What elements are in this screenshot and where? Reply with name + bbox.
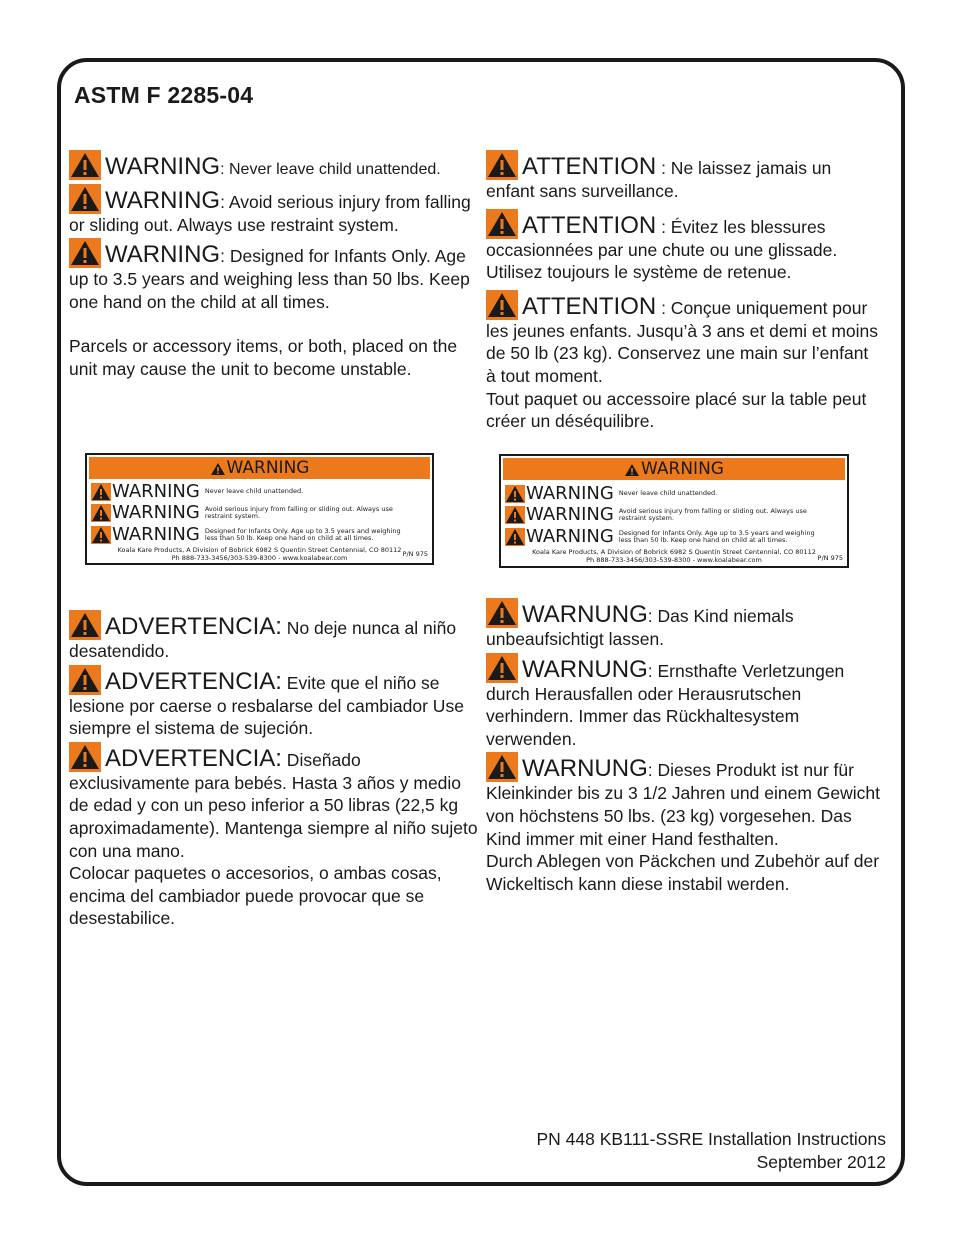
label-row-2: WARNING Avoid serious injury from falling or sliding out. Always use restraint system. [91,502,415,523]
german-warning-3: WARNUNG: Dieses Produkt ist nur für Kleinkinder bis zu 3 1/2 Jahren und einem Gewicht von höchstens 50 lbs. (23 kg) vorgesehen. Das Kind immer mit einer Hand festhalten. [486,752,882,850]
label-header: WARNING [503,458,845,480]
french-warning-1: ATTENTION : Ne laissez jamais un enfant sans surveillance. [486,150,882,203]
english-warning-3: WARNING: Designed for Infants Only. Age up to 3.5 years and weighing less than 50 lbs. Keep one hand on the child at all times. [69,238,479,313]
footer-part-number: PN 448 KB111-SSRE Installation Instructions [536,1129,886,1149]
warning-triangle-icon [69,665,101,695]
warning-triangle-icon [486,598,518,628]
spanish-note: Colocar paquetes o accesorios, o ambas cosas, encima del cambiador puede provocar que se desestabilice. [69,863,442,929]
label-row-3: WARNING Designed for Infants Only. Age up to 3.5 years and weighing less than 50 lb. Keep one hand on child at all times. [505,526,829,547]
warning-triangle-icon [505,506,525,524]
warning-triangle-icon [69,150,101,180]
warning-triangle-icon [486,209,518,239]
standard-title: ASTM F 2285-04 [74,82,254,108]
warning-triangle-icon [505,528,525,546]
label-part-number: P/N 975 [817,554,843,562]
warning-triangle-icon [91,526,111,544]
english-warning-1: WARNING: Never leave child unattended. [69,150,479,182]
warning-triangle-icon [486,752,518,782]
warning-triangle-icon [69,742,101,772]
label-part-number: P/N 975 [402,550,428,558]
english-warnings [69,150,479,381]
warning-triangle-icon [486,290,518,320]
warning-triangle-icon [69,238,101,268]
document-footer [536,1128,886,1174]
warning-triangle-icon [91,483,111,501]
spanish-warning-1: ADVERTENCIA: No deje nunca al niño desatendido. [69,610,479,663]
label-row-3: WARNING Designed for Infants Only. Age up to 3.5 years and weighing less than 50 lb. Keep one hand on child at all times. [91,524,415,545]
warning-triangle-icon [624,462,640,476]
german-warning-2: WARNUNG: Ernsthafte Verletzungen durch Herausfallen oder Herausrutschen verhindern. Immer das Rückhaltesystem verwenden. [486,653,882,751]
french-warning-3: ATTENTION : Conçue uniquement pour les jeunes enfants. Jusqu’à 3 ans et demi et moins de 50 lb (23 kg). Conservez une main sur l’enfant à tout moment. [486,290,882,388]
label-footer: Koala Kare Products, A Division of Bobrick 6982 S Quentin Street Centennial, CO 80112 Ph 888-733-3456/303-539-8300 - www.koalabear.com [117,546,402,562]
warning-triangle-icon [505,485,525,503]
label-row-1: WARNING Never leave child unattended. [91,481,415,502]
spanish-warning-3: ADVERTENCIA: Diseñado exclusivamente para bebés. Hasta 3 años y medio de edad y con un peso inferior a 50 libras (22,5 kg aproximadamente). Mantenga siempre al niño sujeto con una mano. [69,742,479,862]
warning-triangle-icon [91,504,111,522]
label-row-1: WARNING Never leave child unattended. [505,483,829,504]
french-warnings [486,150,882,433]
label-header: WARNING [89,457,430,479]
french-note: Tout paquet ou accessoire placé sur la table peut créer un déséquilibre. [486,388,867,432]
warning-triangle-icon [69,610,101,640]
warning-label-image [499,454,849,568]
spanish-warning-2: ADVERTENCIA: Evite que el niño se lesione por caerse o resbalarse del cambiador Use siempre el sistema de sujeción. [69,665,479,740]
english-warning-2: WARNING: Avoid serious injury from falling or sliding out. Always use restraint system. [69,184,479,237]
german-note: Durch Ablegen von Päckchen und Zubehör auf der Wickeltisch kann diese instabil werden. [486,851,880,894]
spanish-warnings [69,610,479,930]
label-row-2: WARNING Avoid serious injury from falling or sliding out. Always use restraint system. [505,504,829,525]
label-footer: Koala Kare Products, A Division of Bobrick 6982 S Quentin Street Centennial, CO 80112 Ph 888-733-3456/303-539-8300 - www.koalabear.com [532,548,816,564]
warning-triangle-icon [486,653,518,683]
warning-label-image [85,453,434,565]
german-warnings [486,598,882,895]
footer-date: September 2012 [756,1152,886,1172]
warning-triangle-icon [486,150,518,180]
german-warning-1: WARNUNG: Das Kind niemals unbeaufsichtigt lassen. [486,598,882,651]
warning-triangle-icon [210,461,226,475]
french-warning-2: ATTENTION : Évitez les blessures occasionnées par une chute ou une glissade. Utilisez toujours le système de retenue. [486,209,882,284]
warning-triangle-icon [69,184,101,214]
english-note: Parcels or accessory items, or both, placed on the unit may cause the unit to become unstable. [69,336,458,379]
